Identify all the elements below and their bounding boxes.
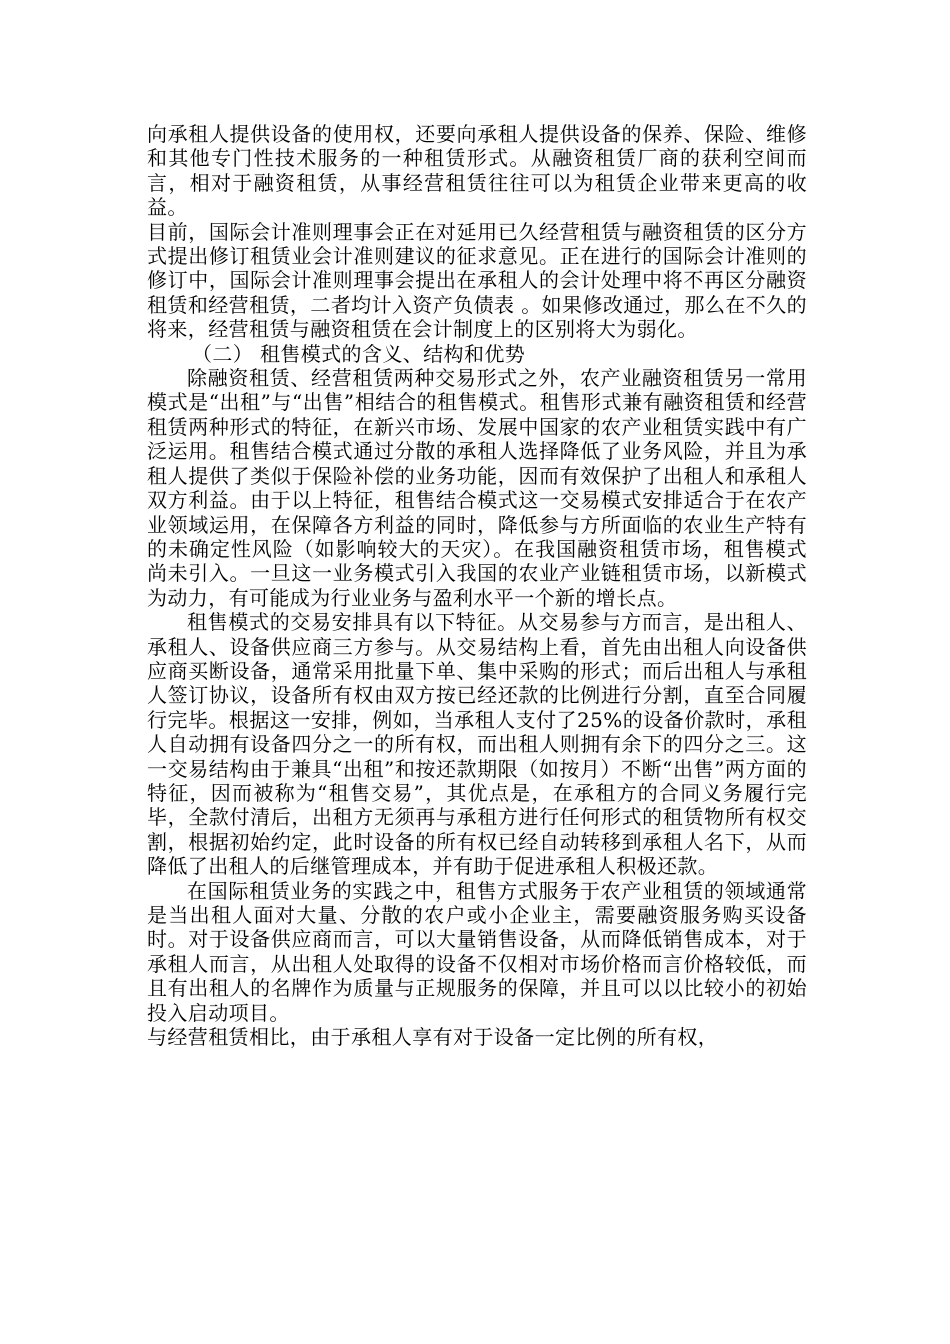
paragraph-rent-sale-model: 除融资租赁、经营租赁两种交易形式之外，农产业融资租赁另一常用模式是“出租”与“出售”相结合的租售模式。租售形式兼有融资租赁和经营租赁两种形式的特征，在新兴市场、发展中国家的农产业租赁实践中有广泛运用。租售结合模式通过分散的承租人选择降低了业务风险，并且为承租人提供了类似于保险补偿的业务功能，因而有效保护了出租人和承租人双方利益。由于以上特征，租售结合模式这一交易模式安排适合于在农产业领域运用，在保障各方利益的同时，降低参与方所面临的农业生产特有的未确定性风险（如影响较大的天灾）。在我国融资租赁市场，租售模式尚未引入。一旦这一业务模式引入我国的农业产业链租赁市场，以新模式为动力，有可能成为行业业务与盈利水平一个新的增长点。 [147,366,807,610]
document-page [147,122,807,1049]
paragraph-accounting-standards: 目前，国际会计准则理事会正在对延用已久经营租赁与融资租赁的区分方式提出修订租赁业会计准则建议的征求意见。正在进行的国际会计准则的修订中，国际会计准则理事会提出在承租人的会计处理中将不再区分融资租赁和经营租赁，二者均计入资产负债表 。如果修改通过，那么在不久的将来，经营租赁与融资租赁在会计制度上的区别将大为弱化。 [147,219,807,342]
paragraph-comparison-operating-lease: 与经营租赁相比，由于承租人享有对于设备一定比例的所有权， [147,1025,719,1050]
paragraph-international-practice: 在国际租赁业务的实践之中，租售方式服务于农产业租赁的领域通常是当出租人面对大量、分散的农户或小企业主，需要融资服务购买设备时。对于设备供应商而言，可以大量销售设备，从而降低销售成本，对于承租人而言，从出租人处取得的设备不仅相对市场价格而言价格较低，而且有出租人的名牌作为质量与正规服务的保障，并且可以以比较小的初始投入启动项目。 [147,878,807,1025]
paragraph-transaction-structure: 租售模式的交易安排具有以下特征。从交易参与方而言，是出租人、承租人、设备供应商三方参与。从交易结构上看，首先由出租人向设备供应商买断设备，通常采用批量下单、集中采购的形式；而后出租人与承租人签订协议，设备所有权由双方按已经还款的比例进行分割，直至合同履行完毕。根据这一安排，例如，当承租人支付了25%的设备价款时，承租人自动拥有设备四分之一的所有权，而出租人则拥有余下的四分之三。这一交易结构由于兼具“出租”和按还款期限（如按月）不断“出售”两方面的特征，因而被称为“租售交易”，其优点是，在承租方的合同义务履行完毕，全款付清后，出租方无须再与承租方进行任何形式的租赁物所有权交割，根据初始约定，此时设备的所有权已经自动转移到承租人名下，从而降低了出租人的后继管理成本，并有助于促进承租人积极还款。 [147,610,807,879]
section-heading: （二） 租售模式的含义、结构和优势 [192,341,526,366]
paragraph-operating-lease-definition: 向承租人提供设备的使用权，还要向承租人提供设备的保养、保险、维修和其他专门性技术服务的一种租赁形式。从融资租赁厂商的获利空间而言，相对于融资租赁，从事经营租赁往往可以为租赁企业带来更高的收益。 [147,122,807,220]
